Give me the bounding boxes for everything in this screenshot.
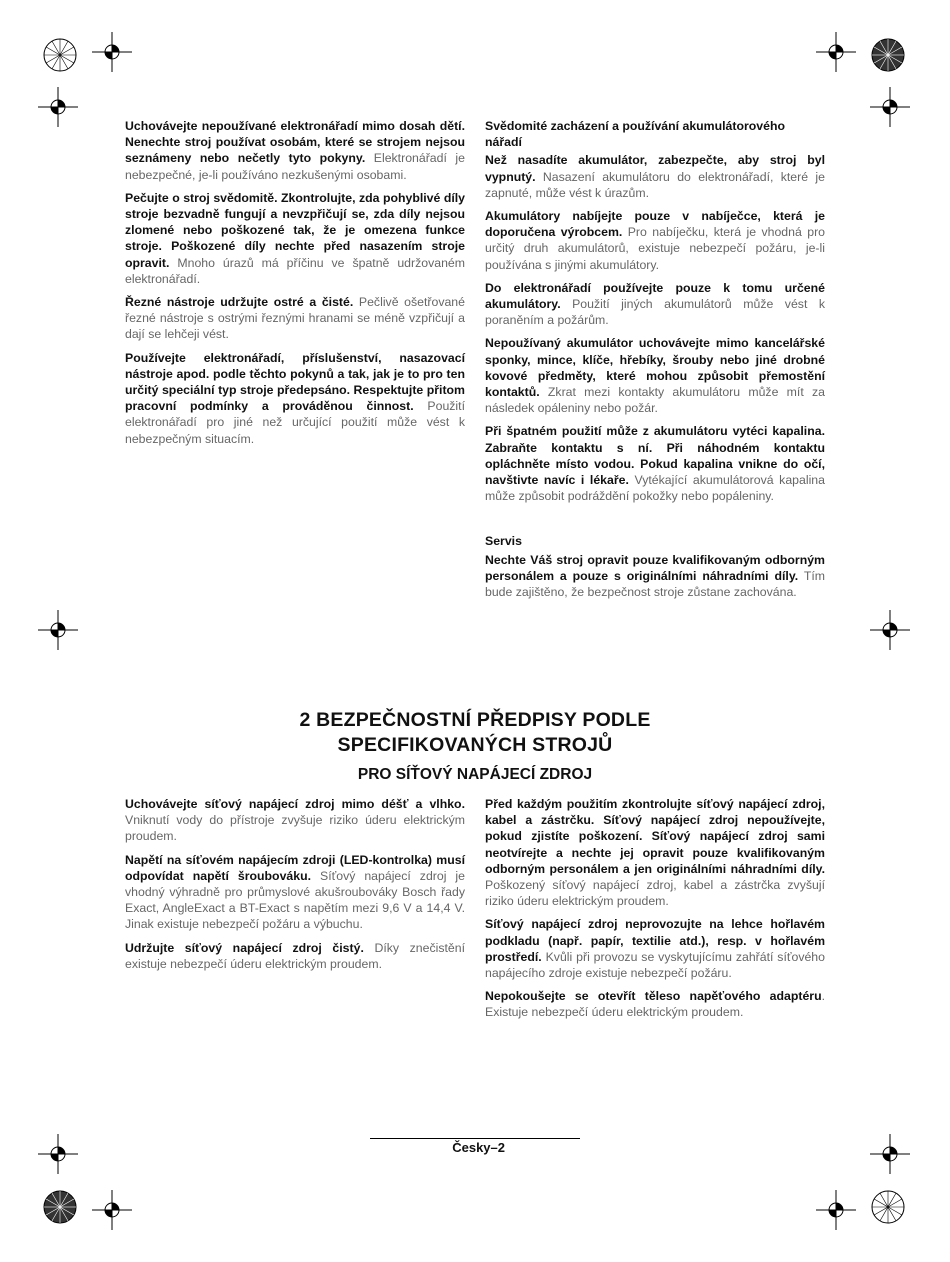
servis-heading: Servis — [485, 534, 522, 549]
s1-right-para-4: Nepoužívaný akumulátor uchovávejte mimo kancelářské sponky, mince, klíče, hřebíky, šrouby nebo jiné drobné kovové předměty, které mohou způsobit přemostění kontaktů. Zkrat mezi kontakty akumulátoru může mít za následek opáleniny nebo požár. — [485, 336, 825, 416]
s1-right-column — [485, 118, 825, 607]
s1-right-para-2: Akumulátory nabíjejte pouze v nabíječce, která je doporučena výrobcem. Pro nabíječku, která je vhodná pro určitý druh akumulátorů, existuje nebezpečí požáru, je-li používána s jinými akumulátory. — [485, 209, 826, 272]
s1-right-para-1: Než nasadíte akumulátor, zabezpečte, aby stroj byl vypnutý. Nasazení akumulátoru do elektronářadí, které je zapnuté, může vést k úrazům. — [485, 153, 825, 200]
servis-para: Nechte Váš stroj opravit pouze kvalifikovaným odborným personálem a pouze s originálními náhradními díly. Tím bude zajištěno, že bezpečnost stroje zůstane zachována. — [485, 552, 826, 600]
s1-right-para-5: Při špatném použití může z akumulátoru vytéci kapalina. Zabraňte kontaktu s ní. Při náhodném kontaktu opláchněte místo vodou. Pokud kapalina vnikne do očí, navštivte navíc i lékaře. Vytékající akumulátorová kapalina může způsobit podráždění pokožky nebo popáleniny. — [485, 424, 825, 504]
s1-right-para-3: Do elektronářadí používejte pouze k tomu určené akumulátory. Použití jiných akumulátorů může vést k poraněním a požárům. — [485, 280, 825, 328]
s1-left-para-4: Používejte elektronářadí, příslušenství, nasazovací nástroje apod. podle těchto pokynů a tak, jak je to pro ten určitý speciální typ stroje předepsáno. Respektujte přitom pracovní podmínky a prováděnou činnost. Použití elektronářadí pro jiné než určující použití může vést k nebezpečným situacím. — [125, 350, 465, 446]
section-subtitle: PRO SÍŤOVÝ NAPÁJECÍ ZDROJ — [357, 766, 593, 783]
s1-left-column — [125, 118, 465, 454]
s2-left-para-2: Napětí na síťovém napájecím zdroji (LED-kontrolka) musí odpovídat napětí šroubováku. Síťový napájecí zdroj je vhodný výhradně pro průmyslové akušroubováky Bosch řady Exact, AngleExact a BT-Exact s napětím mezi 9,6 V a 14,4 V. Jinak existuje nebezpečí požáru a výbuchu. — [125, 852, 465, 932]
section-title-line-2: SPECIFIKOVANÝCH STROJŮ — [337, 734, 613, 756]
s2-right-para-2: Síťový napájecí zdroj neprovozujte na lehce hořlavém podkladu (např. papír, textilie atd.), resp. v hořlavém prostředí. Kvůli při provozu se vyskytujícímu zahřátí síťového napájecího zdroje existuje nebezpečí požáru. — [485, 917, 825, 981]
s2-right-para-3: Nepokoušejte se otevřít těleso napěťového adaptéru. Existuje nebezpečí úderu elektrickým proudem. — [485, 989, 825, 1020]
s2-right-para-1: Před každým použitím zkontrolujte síťový napájecí zdroj, kabel a zástrčku. Síťový napájecí zdroj nepoužívejte, pokud zjistíte poškození. Síťový napájecí zdroj sami neotvírejte a nechte jej opravit pouze kvalifikovaným odborným personálem a jen originálními náhradními díly. Poškozený síťový napájecí zdroj, kabel a zástrčka zvyšují riziko úderu elektrickým proudem. — [485, 797, 825, 909]
battery-tools-heading: Svědomité zacházení a používání akumulátorového nářadí — [485, 119, 785, 150]
s2-right-column — [485, 796, 825, 1028]
footer-rule — [370, 1138, 580, 1139]
page-number: Česky–2 — [452, 1140, 505, 1155]
s1-left-para-1: Uchovávejte nepoužívané elektronářadí mimo dosah dětí. Nenechte stroj používat osobám, které se strojem nejsou seznámeny nebo nečetly tyto pokyny. Elektronářadí je nebezpečné, je-li používáno nezkušenými osobami. — [125, 119, 465, 182]
s1-left-para-3: Řezné nástroje udržujte ostré a čisté. Pečlivě ošetřované řezné nástroje s ostrými řeznými hranami se méně vzpřičují a dají se lehčeji vést. — [125, 295, 465, 342]
s1-left-para-2: Pečujte o stroj svědomitě. Zkontrolujte, zda pohyblivé díly stroje bezvadně fungují a nevzpřičují se, zda díly nejsou zlomené nebo poškozené tak, že je omezena funkce stroje. Poškozené díly nechte před nasazením stroje opravit. Mnoho úrazů má příčinu ve špatně udržovaném elektronářadí. — [125, 190, 465, 286]
section-title-line-1: 2 BEZPEČNOSTNÍ PŘEDPISY PODLE — [299, 709, 651, 731]
s2-left-column — [125, 796, 465, 979]
s2-left-para-1: Uchovávejte síťový napájecí zdroj mimo déšť a vlhko. Vniknutí vody do přístroje zvyšuje riziko úderu elektrickým proudem. — [125, 797, 465, 844]
section-title — [0, 708, 950, 758]
s2-left-para-3: Udržujte síťový napájecí zdroj čistý. Díky znečistění existuje nebezpečí úderu elektrickým proudem. — [125, 940, 465, 971]
